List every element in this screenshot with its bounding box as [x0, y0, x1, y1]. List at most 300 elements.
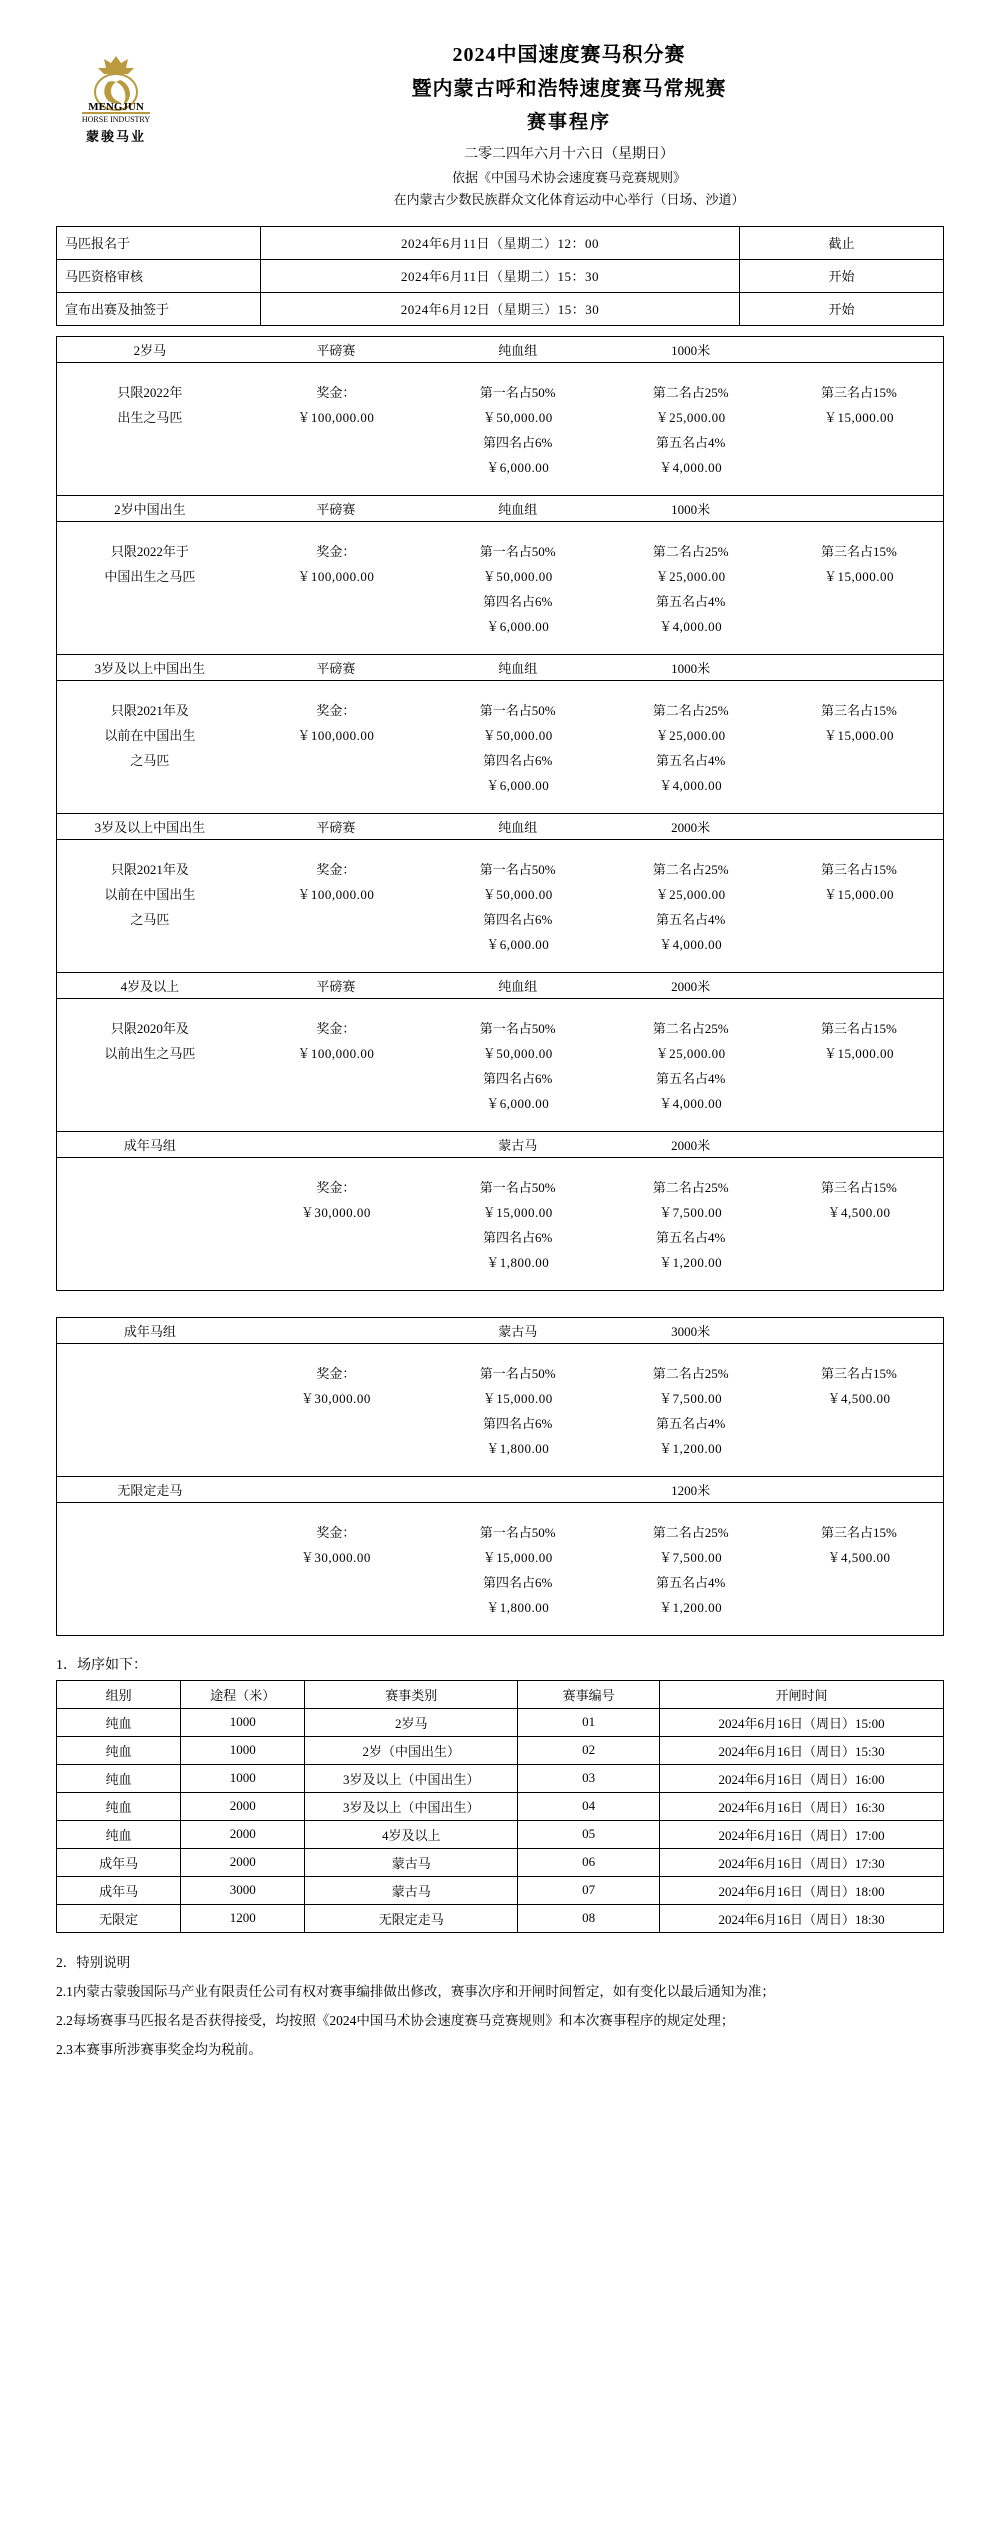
prize-amount-5: ￥1,200.00	[659, 1254, 723, 1270]
race-spacer	[57, 1249, 243, 1274]
schedule-number: 06	[518, 1848, 660, 1876]
schedule-time: 2024年6月16日（周日）17:00	[660, 1820, 944, 1848]
races-table-part1	[56, 336, 944, 1291]
race-type	[243, 1131, 429, 1157]
table-row	[57, 1876, 944, 1904]
prize-spacer	[775, 429, 944, 454]
schedule-number: 05	[518, 1820, 660, 1848]
prize-amount-4: ￥6,000.00	[486, 618, 550, 634]
prize-amount-3: ￥4,500.00	[827, 1549, 891, 1565]
schedule-group: 无限定	[57, 1904, 181, 1932]
prize-amount-4: ￥6,000.00	[486, 1095, 550, 1111]
race-prize-row	[57, 1519, 944, 1544]
race-spacer	[57, 1460, 944, 1477]
prize-spacer	[775, 1569, 944, 1594]
notes-title: 2．特别说明	[56, 1954, 131, 1970]
prize-rank-4: 第四名占6%	[483, 1070, 553, 1086]
race-class: 无限定走马	[57, 1476, 243, 1502]
race-prize-row	[57, 1224, 944, 1249]
prize-rank-5: 第五名占4%	[656, 911, 726, 927]
schedule-category: 2岁马	[305, 1708, 518, 1736]
schedule-group: 纯血	[57, 1736, 181, 1764]
prize-amount-3: ￥15,000.00	[823, 568, 894, 584]
schedule-time: 2024年6月16日（周日）18:00	[660, 1876, 944, 1904]
schedule-category: 蒙古马	[305, 1876, 518, 1904]
race-eligibility-line: 之马匹	[130, 911, 170, 927]
schedule-time: 2024年6月16日（周日）16:30	[660, 1792, 944, 1820]
race-eligibility-line: 只限2022年于	[110, 543, 189, 559]
prize-rank-5: 第五名占4%	[656, 434, 726, 450]
spacer-cell	[57, 1502, 944, 1519]
race-prize-row	[57, 906, 944, 931]
race-spacer	[57, 613, 243, 638]
prize-spacer	[775, 931, 944, 956]
prize-amount-5: ￥1,200.00	[659, 1599, 723, 1615]
spacer-cell	[57, 1460, 944, 1477]
prize-spacer	[243, 747, 429, 772]
schedule-table	[56, 1680, 944, 1933]
deadline-status: 开始	[739, 292, 943, 325]
prize-rank-4: 第四名占6%	[483, 434, 553, 450]
prize-spacer	[243, 1435, 429, 1460]
race-head-spacer	[775, 336, 944, 362]
races-table-part2	[56, 1317, 944, 1636]
schedule-time: 2024年6月16日（周日）15:30	[660, 1736, 944, 1764]
prize-spacer	[775, 772, 944, 797]
race-distance: 2000米	[606, 1131, 775, 1157]
schedule-time: 2024年6月16日（周日）15:00	[660, 1708, 944, 1736]
race-spacer	[57, 998, 944, 1015]
prize-amount-2: ￥25,000.00	[655, 1045, 726, 1061]
race-spacer	[57, 956, 944, 973]
prize-spacer	[243, 588, 429, 613]
prize-spacer	[775, 1090, 944, 1115]
prize-label: 奖金：	[316, 1020, 356, 1036]
prize-rank-4: 第四名占6%	[483, 752, 553, 768]
race-eligibility-line: 以前在中国出生	[104, 727, 196, 743]
race-eligibility-line	[57, 1519, 243, 1544]
prize-amount-3: ￥4,500.00	[827, 1204, 891, 1220]
prize-rank-1: 第一名占50%	[479, 861, 556, 877]
prize-label: 奖金：	[316, 702, 356, 718]
table-row	[57, 1708, 944, 1736]
race-eligibility-line	[57, 1569, 243, 1594]
prize-amount-1: ￥50,000.00	[482, 886, 553, 902]
schedule-time: 2024年6月16日（周日）17:30	[660, 1848, 944, 1876]
race-spacer	[57, 1594, 243, 1619]
prize-amount-2: ￥25,000.00	[655, 409, 726, 425]
schedule-category: 3岁及以上（中国出生）	[305, 1764, 518, 1792]
prize-spacer	[243, 454, 429, 479]
race-spacer	[57, 1343, 944, 1360]
prize-amount-5: ￥4,000.00	[659, 936, 723, 952]
prize-rank-5: 第五名占4%	[656, 593, 726, 609]
schedule-header-row	[57, 1680, 944, 1708]
schedule-col-number: 赛事编号	[518, 1680, 660, 1708]
race-prize-row	[57, 697, 944, 722]
race-spacer	[57, 772, 243, 797]
race-prize-row	[57, 379, 944, 404]
prize-total-amount: ￥30,000.00	[300, 1390, 371, 1406]
race-amount-row	[57, 1594, 944, 1619]
prize-spacer	[243, 613, 429, 638]
race-type: 平磅赛	[243, 813, 429, 839]
prize-rank-1: 第一名占50%	[479, 1179, 556, 1195]
prize-rank-1: 第一名占50%	[479, 543, 556, 559]
prize-rank-4: 第四名占6%	[483, 1574, 553, 1590]
schedule-group: 成年马	[57, 1876, 181, 1904]
race-class: 成年马组	[57, 1131, 243, 1157]
race-distance: 1000米	[606, 654, 775, 680]
spacer-cell	[57, 797, 944, 814]
race-spacer	[57, 521, 944, 538]
race-spacer	[57, 479, 944, 496]
prize-spacer	[243, 1090, 429, 1115]
prize-rank-4: 第四名占6%	[483, 1415, 553, 1431]
schedule-number: 02	[518, 1736, 660, 1764]
race-spacer	[57, 1157, 944, 1174]
prize-rank-5: 第五名占4%	[656, 1070, 726, 1086]
table-row	[57, 1820, 944, 1848]
schedule-group: 纯血	[57, 1792, 181, 1820]
race-prize-row	[57, 1410, 944, 1435]
race-class: 4岁及以上	[57, 972, 243, 998]
deadlines-table	[56, 226, 944, 326]
prize-total-amount: ￥100,000.00	[297, 727, 375, 743]
prize-rank-5: 第五名占4%	[656, 1229, 726, 1245]
schedule-col-distance: 途程（米）	[181, 1680, 305, 1708]
race-prize-row	[57, 1174, 944, 1199]
prize-rank-2: 第二名占25%	[652, 861, 729, 877]
race-type	[243, 1476, 429, 1502]
prize-rank-3: 第三名占15%	[821, 1020, 897, 1036]
prize-rank-5: 第五名占4%	[656, 1574, 726, 1590]
prize-amount-2: ￥7,500.00	[659, 1204, 723, 1220]
prize-amount-3: ￥15,000.00	[823, 409, 894, 425]
table-row	[57, 292, 944, 325]
race-eligibility-line: 以前出生之马匹	[104, 1045, 196, 1061]
prize-spacer	[243, 931, 429, 956]
schedule-time: 2024年6月16日（周日）18:30	[660, 1904, 944, 1932]
prize-label: 奖金：	[316, 1365, 356, 1381]
logo	[56, 28, 176, 145]
spacer-cell	[57, 680, 944, 697]
schedule-distance: 2000	[181, 1820, 305, 1848]
prize-total-amount: ￥30,000.00	[300, 1204, 371, 1220]
race-eligibility-line: 只限2022年	[117, 384, 183, 400]
table-row	[57, 1904, 944, 1932]
race-breed: 纯血组	[429, 495, 606, 521]
prize-amount-1: ￥50,000.00	[482, 727, 553, 743]
schedule-number: 08	[518, 1904, 660, 1932]
prize-rank-2: 第二名占25%	[652, 543, 729, 559]
race-eligibility-line	[57, 1385, 243, 1410]
deadline-status: 截止	[739, 226, 943, 259]
race-header-row	[57, 336, 944, 362]
race-header-row	[57, 1476, 944, 1502]
prize-rank-3: 第三名占15%	[821, 861, 897, 877]
page-title-line3: 赛事程序	[526, 112, 611, 133]
logo-subtext: HORSE INDUSTRY	[81, 115, 151, 124]
race-amount-row	[57, 1040, 944, 1065]
prize-spacer	[243, 1249, 429, 1274]
spacer-cell	[57, 956, 944, 973]
race-breed: 蒙古马	[429, 1131, 606, 1157]
race-distance: 1200米	[606, 1476, 775, 1502]
race-eligibility-line: 只限2021年及	[110, 702, 189, 718]
race-spacer	[57, 1502, 944, 1519]
prize-amount-4: ￥1,800.00	[486, 1599, 550, 1615]
race-eligibility-line	[57, 1224, 243, 1249]
race-spacer	[57, 797, 944, 814]
prize-spacer	[775, 1435, 944, 1460]
spacer-cell	[57, 1619, 944, 1636]
schedule-group: 纯血	[57, 1708, 181, 1736]
prize-rank-3: 第三名占15%	[821, 702, 897, 718]
race-eligibility-line	[57, 1199, 243, 1224]
schedule-distance: 1000	[181, 1736, 305, 1764]
schedule-category: 3岁及以上（中国出生）	[305, 1792, 518, 1820]
prize-amount-5: ￥4,000.00	[659, 1095, 723, 1111]
race-eligibility-line: 以前在中国出生	[104, 886, 196, 902]
prize-label: 奖金：	[316, 1179, 356, 1195]
race-breed: 纯血组	[429, 654, 606, 680]
prize-spacer	[775, 747, 944, 772]
prize-amount-4: ￥1,800.00	[486, 1254, 550, 1270]
schedule-distance: 1200	[181, 1904, 305, 1932]
prize-total-amount: ￥100,000.00	[297, 568, 375, 584]
prize-total-amount: ￥100,000.00	[297, 1045, 375, 1061]
race-eligibility-line: 之马匹	[130, 752, 170, 768]
race-distance: 1000米	[606, 336, 775, 362]
prize-rank-2: 第二名占25%	[652, 1365, 729, 1381]
race-amount-row	[57, 1249, 944, 1274]
schedule-category: 4岁及以上	[305, 1820, 518, 1848]
race-distance: 2000米	[606, 972, 775, 998]
race-type: 平磅赛	[243, 495, 429, 521]
prize-amount-3: ￥15,000.00	[823, 1045, 894, 1061]
race-head-spacer	[775, 1131, 944, 1157]
deadline-label: 马匹资格审核	[57, 259, 261, 292]
note-item: 2.1内蒙古蒙骏国际马产业有限责任公司有权对赛事编排做出修改，赛事次序和开闸时间暂定，如有变化以最后通知为准；	[56, 1983, 775, 1999]
schedule-col-time: 开闸时间	[660, 1680, 944, 1708]
prize-rank-3: 第三名占15%	[821, 1365, 897, 1381]
schedule-group: 纯血	[57, 1764, 181, 1792]
prize-label: 奖金：	[316, 384, 356, 400]
spacer-cell	[57, 1343, 944, 1360]
prize-spacer	[243, 429, 429, 454]
notes-block	[56, 1949, 944, 2063]
prize-rank-2: 第二名占25%	[652, 1524, 729, 1540]
race-amount-row	[57, 1435, 944, 1460]
race-spacer	[57, 680, 944, 697]
prize-spacer	[775, 1065, 944, 1090]
prize-spacer	[243, 906, 429, 931]
race-type: 平磅赛	[243, 972, 429, 998]
prize-amount-3: ￥15,000.00	[823, 886, 894, 902]
prize-rank-4: 第四名占6%	[483, 911, 553, 927]
race-head-spacer	[775, 495, 944, 521]
event-venue: 在内蒙古少数民族群众文化体育运动中心举行（日场、沙道）	[393, 192, 745, 208]
prize-amount-4: ￥6,000.00	[486, 459, 550, 475]
spacer-cell	[57, 1157, 944, 1174]
prize-rank-2: 第二名占25%	[652, 1179, 729, 1195]
schedule-number: 04	[518, 1792, 660, 1820]
race-eligibility-line	[57, 1360, 243, 1385]
race-breed: 纯血组	[429, 813, 606, 839]
spacer-cell	[57, 998, 944, 1015]
race-eligibility-line: 只限2020年及	[110, 1020, 189, 1036]
race-spacer	[57, 1274, 944, 1291]
prize-amount-1: ￥15,000.00	[482, 1549, 553, 1565]
prize-amount-5: ￥4,000.00	[659, 459, 723, 475]
deadline-time: 2024年6月11日（星期二）12：00	[261, 226, 740, 259]
race-prize-row	[57, 1569, 944, 1594]
race-prize-row	[57, 747, 944, 772]
race-header-row	[57, 813, 944, 839]
race-amount-row	[57, 931, 944, 956]
race-spacer	[57, 839, 944, 856]
race-amount-row	[57, 1199, 944, 1224]
schedule-category: 无限定走马	[305, 1904, 518, 1932]
race-amount-row	[57, 881, 944, 906]
prize-amount-1: ￥15,000.00	[482, 1204, 553, 1220]
prize-rank-1: 第一名占50%	[479, 1524, 556, 1540]
race-amount-row	[57, 1544, 944, 1569]
race-distance: 3000米	[606, 1317, 775, 1343]
prize-spacer	[243, 1594, 429, 1619]
race-amount-row	[57, 722, 944, 747]
prize-amount-3: ￥15,000.00	[823, 727, 894, 743]
prize-rank-1: 第一名占50%	[479, 702, 556, 718]
spacer-cell	[57, 521, 944, 538]
schedule-distance: 2000	[181, 1792, 305, 1820]
race-class: 2岁马	[57, 336, 243, 362]
race-head-spacer	[775, 654, 944, 680]
page-title-line1: 2024中国速度赛马积分赛	[452, 44, 686, 66]
horse-crest-icon	[64, 50, 168, 124]
race-eligibility-line: 中国出生之马匹	[104, 568, 196, 584]
race-breed: 蒙古马	[429, 1317, 606, 1343]
prize-amount-4: ￥6,000.00	[486, 936, 550, 952]
prize-rank-5: 第五名占4%	[656, 1415, 726, 1431]
prize-rank-1: 第一名占50%	[479, 384, 556, 400]
race-class: 3岁及以上中国出生	[57, 813, 243, 839]
race-breed: 纯血组	[429, 336, 606, 362]
table-row	[57, 1792, 944, 1820]
schedule-category: 2岁（中国出生）	[305, 1736, 518, 1764]
race-header-row	[57, 1317, 944, 1343]
prize-rank-1: 第一名占50%	[479, 1020, 556, 1036]
prize-amount-1: ￥50,000.00	[482, 409, 553, 425]
spacer-cell	[57, 1274, 944, 1291]
race-eligibility-line: 出生之马匹	[117, 409, 183, 425]
race-distance: 1000米	[606, 495, 775, 521]
prize-spacer	[775, 454, 944, 479]
prize-total-amount: ￥100,000.00	[297, 886, 375, 902]
race-head-spacer	[775, 972, 944, 998]
prize-rank-3: 第三名占15%	[821, 1524, 897, 1540]
race-spacer	[57, 454, 243, 479]
race-header-row	[57, 654, 944, 680]
schedule-number: 03	[518, 1764, 660, 1792]
prize-amount-1: ￥50,000.00	[482, 568, 553, 584]
deadline-status: 开始	[739, 259, 943, 292]
race-eligibility-line	[57, 1544, 243, 1569]
race-breed: 纯血组	[429, 972, 606, 998]
race-class: 2岁中国出生	[57, 495, 243, 521]
race-spacer	[57, 1619, 944, 1636]
prize-rank-2: 第二名占25%	[652, 702, 729, 718]
race-class: 3岁及以上中国出生	[57, 654, 243, 680]
race-prize-row	[57, 1065, 944, 1090]
prize-spacer	[243, 1410, 429, 1435]
prize-spacer	[775, 1594, 944, 1619]
prize-rank-2: 第二名占25%	[652, 1020, 729, 1036]
spacer-cell	[57, 1115, 944, 1132]
title-block	[194, 28, 944, 212]
prize-amount-2: ￥25,000.00	[655, 727, 726, 743]
race-amount-row	[57, 772, 944, 797]
prize-rank-3: 第三名占15%	[821, 543, 897, 559]
race-spacer	[57, 931, 243, 956]
table-row	[57, 1848, 944, 1876]
race-amount-row	[57, 613, 944, 638]
prize-rank-5: 第五名占4%	[656, 752, 726, 768]
race-prize-row	[57, 1015, 944, 1040]
race-spacer	[57, 362, 944, 379]
schedule-title: 1．场序如下：	[56, 1657, 147, 1673]
race-header-row	[57, 1131, 944, 1157]
prize-amount-2: ￥25,000.00	[655, 886, 726, 902]
race-breed	[429, 1476, 606, 1502]
prize-spacer	[775, 906, 944, 931]
race-prize-row	[57, 588, 944, 613]
prize-spacer	[243, 1224, 429, 1249]
race-prize-row	[57, 856, 944, 881]
prize-amount-3: ￥4,500.00	[827, 1390, 891, 1406]
race-header-row	[57, 495, 944, 521]
deadline-label: 宣布出赛及抽签于	[57, 292, 261, 325]
prize-spacer	[775, 613, 944, 638]
race-prize-row	[57, 1360, 944, 1385]
prize-amount-2: ￥25,000.00	[655, 568, 726, 584]
schedule-col-category: 赛事类别	[305, 1680, 518, 1708]
prize-amount-4: ￥1,800.00	[486, 1440, 550, 1456]
prize-label: 奖金：	[316, 1524, 356, 1540]
logo-chinese-name: 蒙骏马业	[85, 129, 146, 144]
schedule-number: 07	[518, 1876, 660, 1904]
schedule-time: 2024年6月16日（周日）16:00	[660, 1764, 944, 1792]
prize-amount-5: ￥4,000.00	[659, 618, 723, 634]
race-amount-row	[57, 1385, 944, 1410]
schedule-category: 蒙古马	[305, 1848, 518, 1876]
note-item: 2.3本赛事所涉赛事奖金均为税前。	[56, 2041, 262, 2057]
deadline-time: 2024年6月12日（星期三）15：30	[261, 292, 740, 325]
race-type	[243, 1317, 429, 1343]
race-head-spacer	[775, 813, 944, 839]
race-amount-row	[57, 404, 944, 429]
prize-total-amount: ￥100,000.00	[297, 409, 375, 425]
prize-total-amount: ￥30,000.00	[300, 1549, 371, 1565]
schedule-number: 01	[518, 1708, 660, 1736]
event-rules: 依据《中国马术协会速度赛马竞赛规则》	[451, 170, 686, 186]
note-item: 2.2每场赛事马匹报名是否获得接受，均按照《2024中国马术协会速度赛马竞赛规则》和本次赛事程序的规定处理；	[56, 2012, 735, 2028]
prize-rank-3: 第三名占15%	[821, 384, 897, 400]
page-title-line2: 暨内蒙古呼和浩特速度赛马常规赛	[411, 78, 727, 100]
schedule-distance: 1000	[181, 1764, 305, 1792]
deadline-time: 2024年6月11日（星期二）15：30	[261, 259, 740, 292]
